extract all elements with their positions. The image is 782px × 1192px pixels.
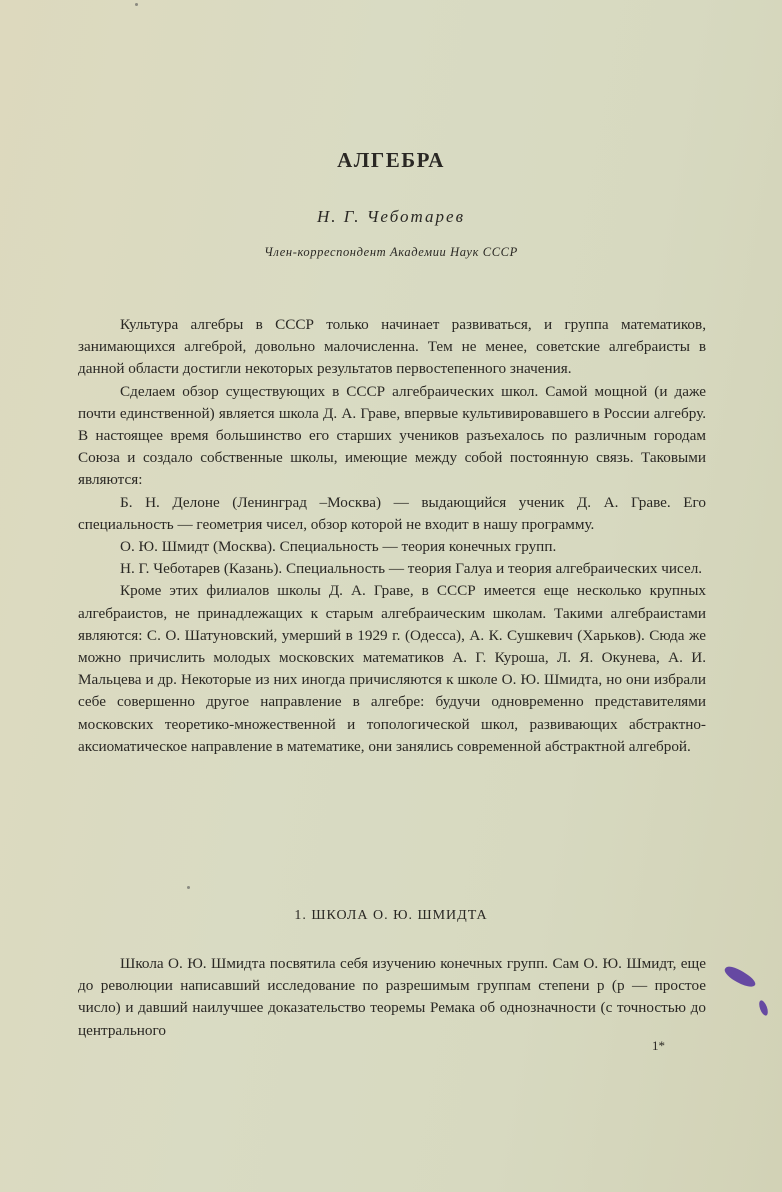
ink-stain <box>757 999 769 1016</box>
paragraph: Культура алгебры в СССР только начинает развиваться, и группа математиков, занимающихся алгеброй, довольно малочисленна. Тем не менее, советские алгебраисты в данной области достигли некоторых результатов первостепенного значения. <box>78 316 706 378</box>
dust-speck <box>135 3 138 6</box>
section-heading: 1. ШКОЛА О. Ю. ШМИДТА <box>294 908 488 923</box>
paragraph: Сделаем обзор существующих в СССР алгебраических школ. Самой мощной (и даже почти единственной) является школа Д. А. Граве, впервые культивировавшего в России алгебру. В настоящее время большинство его старших учеников разъехалось по различным городам Союза и создало собственные школы, имеющие между собой постоянную связь. Таковыми являются: <box>78 382 706 489</box>
page-number: 1* <box>652 1038 665 1053</box>
paragraph: Кроме этих филиалов школы Д. А. Граве, в СССР имеется еще несколько крупных алгебраистов, не принадлежащих к старым алгебраическим школам. Такими алгебраистами являются: С. О. Шатуновский, умерший в 1929 г. (Одесса), А. К. Сушкевич (Харьков). Сюда же можно причислить молодых московских математиков А. Г. Куроша, Л. Я. Окунева, А. И. Мальцева и др. Некоторые из них иногда причисляются к школе О. Ю. Шмидта, но они избрали себе совершенно другое направление в алгебре: будучи одновременно представителями московских теоретико-множественной и топологической школ, развивающих абстрактно-аксиоматическое направление в математике, они занялись современной абстрактной алгеброй. <box>78 582 706 755</box>
author-affiliation: Член-корреспондент Академии Наук СССР <box>264 245 518 259</box>
section-text <box>78 953 706 1042</box>
dust-speck <box>187 886 190 889</box>
paragraph: О. Ю. Шмидт (Москва). Специальность — теория конечных групп. <box>120 538 557 556</box>
paragraph: Н. Г. Чеботарев (Казань). Специальность — теория Галуа и теория алгебраических чисел. <box>120 560 703 578</box>
intro-text <box>78 314 706 758</box>
page-title: АЛГЕБРА <box>337 148 445 172</box>
ink-stain <box>722 963 757 991</box>
paragraph: Б. Н. Делоне (Ленинград –Москва) — выдающийся ученик Д. А. Граве. Его специальность — геометрия чисел, обзор которой не входит в нашу программу. <box>78 493 706 533</box>
paragraph: Школа О. Ю. Шмидта посвятила себя изучению конечных групп. Сам О. Ю. Шмидт, еще до революции написавший исследование по разрешимым группам степени p (p — простое число) и давший наилучшее доказательство теоремы Ремака об однозначности (с точностью до центрального <box>78 955 706 1039</box>
author-name: Н. Г. Чеботарев <box>317 207 465 226</box>
